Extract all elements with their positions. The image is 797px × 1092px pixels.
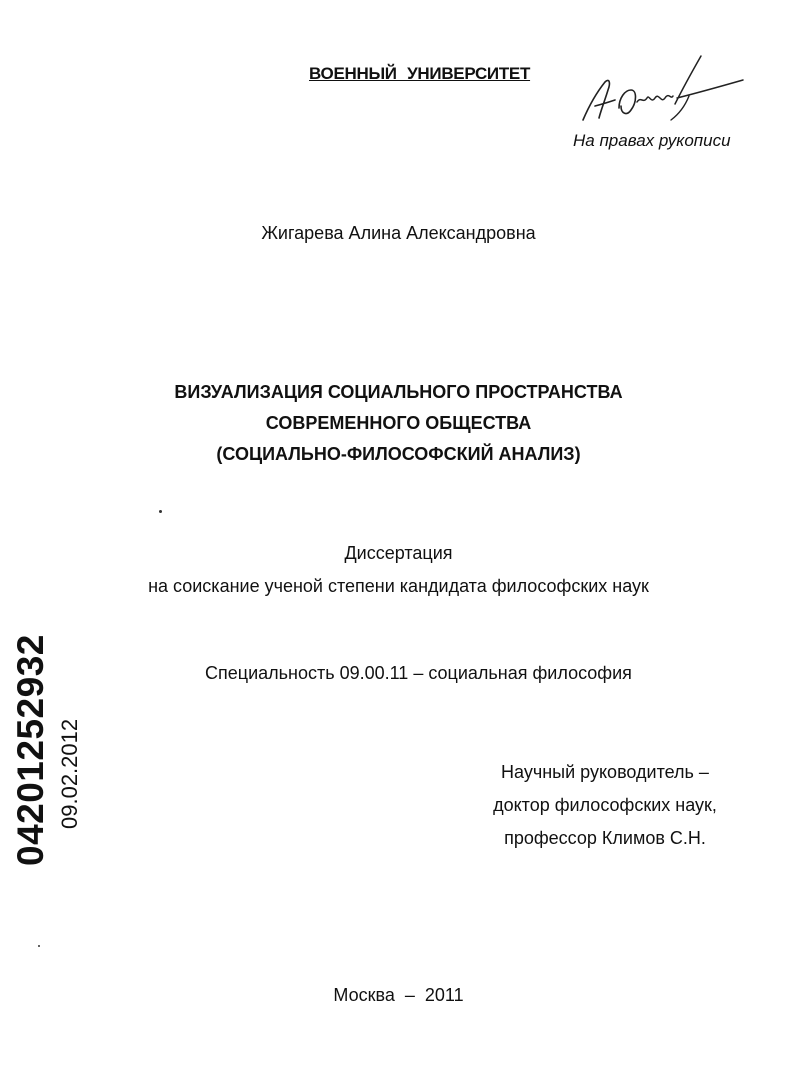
supervisor-name: профессор Климов С.Н.: [504, 828, 706, 848]
title-line: СОВРЕМЕННОГО ОБЩЕСТВА: [265, 413, 532, 433]
archive-stamp-number: 04201252932: [10, 634, 51, 866]
supervisor-degree: доктор философских наук,: [493, 795, 717, 815]
scan-speck: [159, 510, 162, 513]
dissertation-info: [0, 537, 797, 603]
supervisor-role: Научный руководитель –: [501, 762, 709, 782]
scan-speck: [38, 945, 40, 947]
dissertation-type: Диссертация: [344, 543, 453, 563]
year: 2011: [424, 985, 464, 1005]
author-name: Жигарева Алина Александровна: [261, 223, 536, 243]
dissertation-title: [0, 377, 797, 470]
university-name: ВОЕННЫЙ УНИВЕРСИТЕТ: [309, 64, 531, 83]
handwritten-signature: [575, 48, 750, 133]
place-and-year: [0, 985, 797, 1006]
title-line: (СОЦИАЛЬНО-ФИЛОСОФСКИЙ АНАЛИЗ): [216, 444, 581, 464]
degree-statement: на соискание ученой степени кандидата философских наук: [148, 576, 649, 596]
city: Москва: [333, 985, 395, 1005]
archive-stamp-date: 09.02.2012: [57, 718, 82, 829]
specialty: Специальность 09.00.11 – социальная философия: [205, 663, 632, 683]
dash: –: [404, 985, 415, 1005]
manuscript-rights-note: На правах рукописи: [573, 131, 731, 150]
title-line: ВИЗУАЛИЗАЦИЯ СОЦИАЛЬНОГО ПРОСТРАНСТВА: [174, 382, 623, 402]
supervisor-block: [460, 756, 750, 855]
